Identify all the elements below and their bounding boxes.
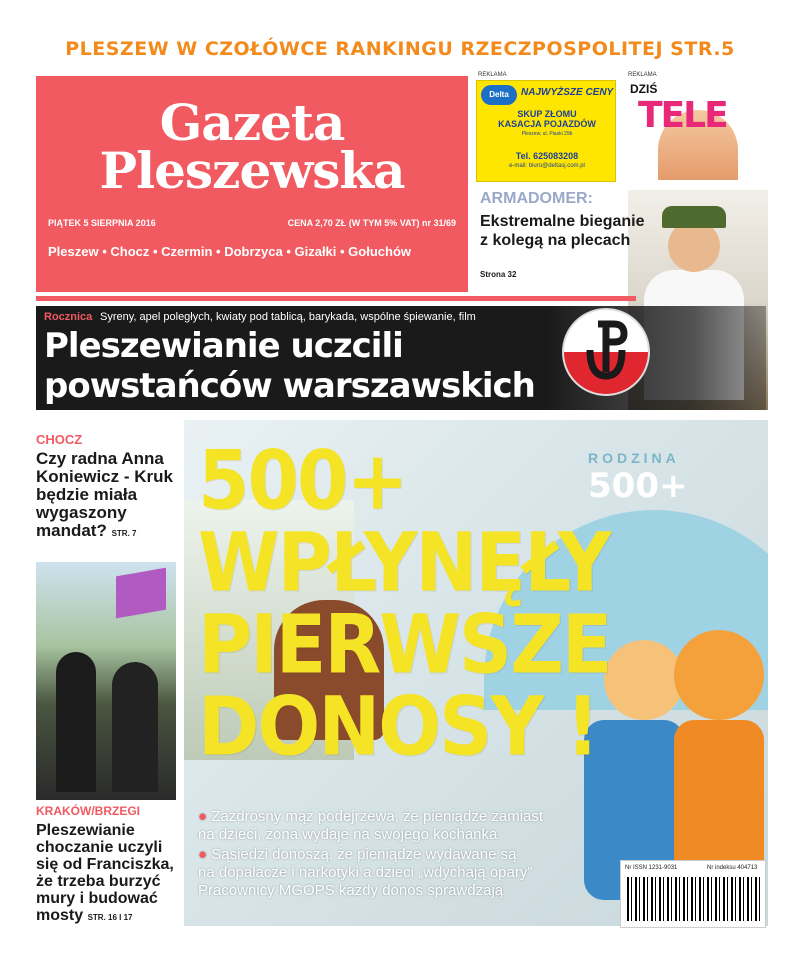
bullet-2-text: Sąsiedzi donoszą, że pieniądze wydawane są xyxy=(211,846,517,863)
logo-title-line2: Pleszewska xyxy=(99,141,405,200)
nun-figure xyxy=(112,662,158,792)
armadomer-headline[interactable]: Ekstremalne bieganie z kolegą na plecach xyxy=(480,213,645,249)
krakow-photo[interactable] xyxy=(36,562,176,800)
scrap-yard-ad[interactable] xyxy=(476,80,616,182)
anniversary-story[interactable] xyxy=(36,306,766,410)
rocznica-kicker: Rocznica xyxy=(44,311,93,323)
nun-figure xyxy=(56,652,96,792)
delta-logo: Delta xyxy=(481,85,517,105)
barcode-box xyxy=(620,860,766,928)
ad-body-line2: KASACJA POJAZDÓW xyxy=(498,119,596,129)
rocznica-description: Syreny, apel poległych, kwiaty pod tablicą, barykada, wspólne śpiewanie, film xyxy=(100,311,476,323)
ad-address: Pleszew, ul. Piaski 29b xyxy=(521,131,573,137)
main-headline-line2: WPŁYNĘŁY xyxy=(198,515,610,611)
krakow-kicker: KRAKÓW/BRZEGI xyxy=(36,804,140,818)
chocz-headline[interactable] xyxy=(36,450,176,543)
towns-list: Pleszew • Chocz • Czermin • Dobrzyca • Gizałki • Gołuchów xyxy=(48,244,412,259)
bullet-2 xyxy=(198,846,516,864)
index-number: Nr indeksu 404713 xyxy=(707,865,758,871)
masthead xyxy=(36,76,468,292)
ad-dzis-label: DZIŚ xyxy=(630,82,658,96)
main-story[interactable] xyxy=(184,420,768,926)
krakow-headline[interactable] xyxy=(36,822,176,926)
anchor-icon xyxy=(564,310,648,394)
chocz-page-ref: STR. 7 xyxy=(111,529,137,538)
issn-number: Nr ISSN 1231-9031 xyxy=(625,865,678,871)
chocz-kicker: CHOCZ xyxy=(36,432,83,447)
issue-date: PIĄTEK 5 SIERPNIA 2016 xyxy=(48,218,156,228)
ad-phone: Tel. 625083208 xyxy=(515,151,579,161)
main-headline-line3: PIERWSZE xyxy=(198,597,611,693)
chocz-headline-text: Czy radna Anna Koniewicz - Kruk będzie miała wygaszony mandat? xyxy=(36,449,173,540)
tele-magazine-ad[interactable] xyxy=(628,80,768,180)
divider-line xyxy=(36,296,636,301)
issue-price: CENA 2,70 ZŁ (W TYM 5% VAT) nr 31/69 xyxy=(287,218,456,228)
ad-headline: NAJWYŻSZE CENY xyxy=(521,87,614,98)
ad-email: e-mail: biuro@deltasj.com.pl xyxy=(509,163,585,169)
ad-label: REKLAMA xyxy=(478,72,507,78)
bullet-dot-icon: ● xyxy=(198,808,212,825)
bullet-dot-icon: ● xyxy=(198,846,212,863)
top-banner-headline[interactable]: PLESZEW W CZOŁÓWCE RANKINGU RZECZPOSPOLITEJ STR.5 xyxy=(65,38,735,60)
main-headline-line1: 500+ xyxy=(198,433,407,529)
bullet-1-cont: na dzieci, żona wydaje na swojego kochanka xyxy=(198,826,498,843)
bullet-2-cont: na dopalacze i narkotyki a dzieci „wdychają opary” xyxy=(198,864,533,881)
rodzina-logo-text: RODZINA xyxy=(588,450,680,466)
purple-flag xyxy=(116,568,166,619)
logo-title-line1: Gazeta xyxy=(159,93,345,152)
child-cap xyxy=(662,206,726,228)
tele-logo: TELE xyxy=(638,95,727,136)
armadomer-page-ref: Strona 32 xyxy=(480,270,517,279)
armadomer-kicker: ARMADOMER: xyxy=(480,190,593,207)
bullet-1-text: Zazdrosny mąż podejrzewa, że pieniądze zamiast xyxy=(211,808,544,825)
barcode-icon xyxy=(627,877,761,921)
main-headline-line4: DONOSY ! xyxy=(198,679,598,775)
rocznica-headline-line2: powstańców warszawskich xyxy=(44,366,535,406)
krakow-headline-text: Pleszewianie choczanie uczyli się od Franciszka, że trzeba burzyć mury i budować mosty xyxy=(36,822,174,924)
ad-body xyxy=(481,109,613,129)
bullet-2-cont: Pracownicy MGOPS każdy donos sprawdzają xyxy=(198,882,504,899)
ad-body-line1: SKUP ZŁOMU xyxy=(517,109,577,119)
rocznica-headline-line1: Pleszewianie uczcili xyxy=(44,326,403,366)
krakow-page-ref: STR. 16 I 17 xyxy=(87,913,133,922)
ad-label: REKLAMA xyxy=(628,72,657,78)
polska-walczaca-icon xyxy=(562,308,650,396)
bullet-1 xyxy=(198,808,543,826)
rodzina-logo-number: 500+ xyxy=(588,466,688,506)
